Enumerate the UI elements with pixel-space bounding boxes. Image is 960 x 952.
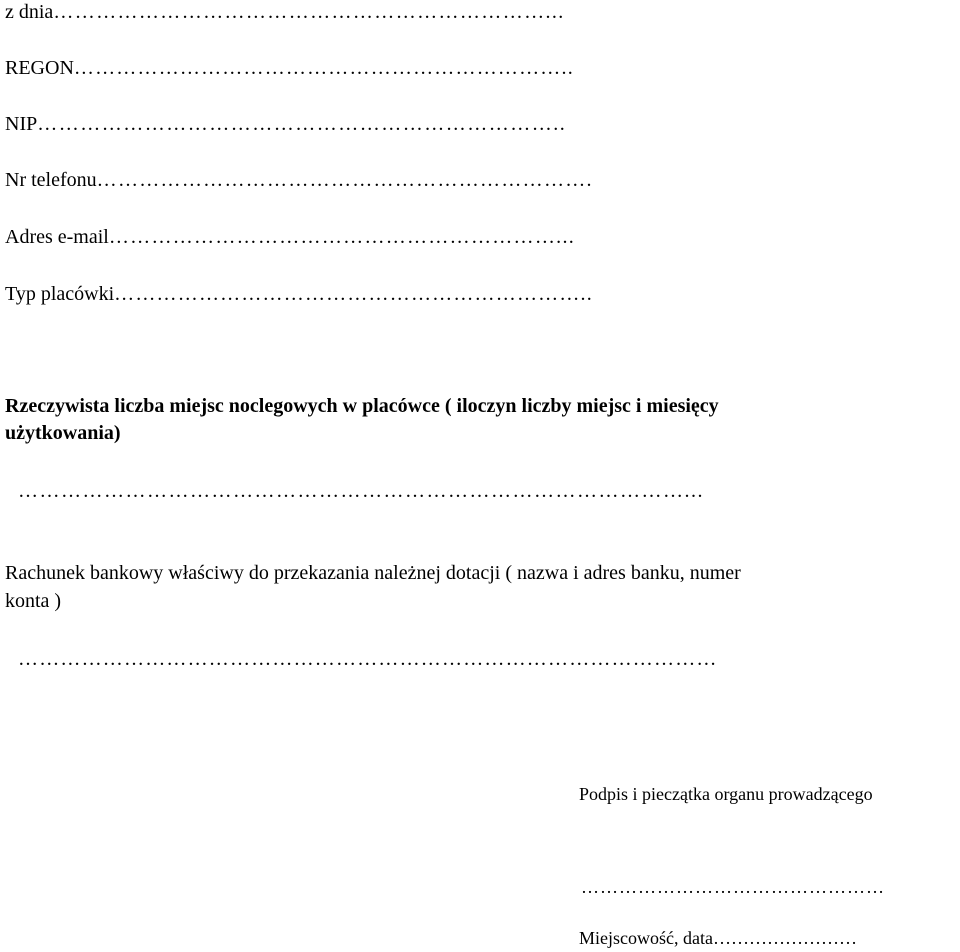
field-date-label: z dnia — [5, 1, 54, 23]
beds-heading-line1: Rzeczywista liczba miejsc noclegowych w placówce ( iloczyn liczby miejsc i miesięcy — [5, 395, 719, 417]
field-nip-dots: ……………………………………………………………….. — [37, 113, 567, 135]
place-date-dots: …………………… — [712, 928, 857, 948]
field-regon-dots: …………………………………………………………….. — [73, 57, 574, 79]
bank-heading-line2: konta ) — [5, 590, 62, 612]
field-phone — [5, 168, 593, 192]
bank-heading-line1: Rachunek bankowy właściwy do przekazania należnej dotacji ( nazwa i adres banku, numer — [5, 562, 741, 584]
beds-heading-line2: użytkowania) — [5, 422, 121, 444]
field-regon-label: REGON — [5, 57, 74, 79]
field-phone-label: Nr telefonu — [5, 169, 97, 191]
bank-answer-dots: ……………………………………………………………………………………… — [18, 648, 718, 670]
field-facility-type-label: Typ placówki — [5, 283, 115, 305]
place-date-label: Miejscowość, data — [579, 928, 713, 948]
field-phone-dots: ……………………………………………………………. — [96, 169, 593, 191]
field-facility-type — [5, 282, 593, 306]
field-email-dots: ………………………………………………………... — [108, 226, 576, 248]
beds-answer-dots: …………………………………………………………………………………... — [18, 480, 704, 502]
signature-dots: ………………………………………… — [581, 877, 885, 897]
field-facility-type-dots: ………………………………………………………….. — [114, 283, 593, 305]
place-date — [579, 927, 857, 949]
signature-label: Podpis i pieczątka organu prowadzącego — [579, 784, 873, 804]
field-date — [5, 0, 565, 24]
field-nip — [5, 112, 566, 136]
field-email-label: Adres e-mail — [5, 226, 109, 248]
field-nip-label: NIP — [5, 113, 38, 135]
field-email — [5, 225, 575, 249]
field-date-dots: ……………………………………………………………... — [53, 1, 565, 23]
field-regon — [5, 56, 574, 80]
